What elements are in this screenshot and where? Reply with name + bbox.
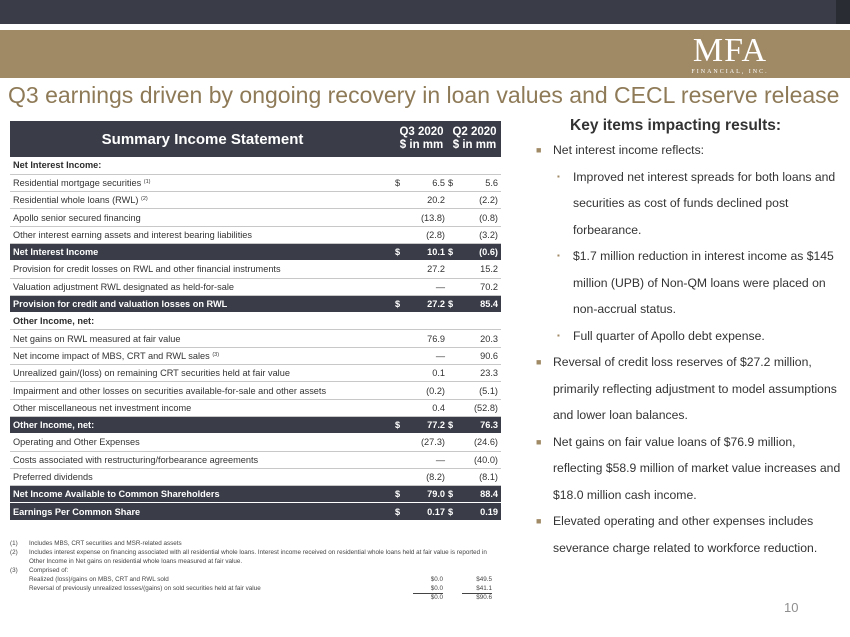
row-q2-value-text: 20.3: [480, 333, 498, 344]
footnote-3-total-v1: $0.0: [430, 594, 443, 601]
footnotes: [10, 539, 502, 602]
bullet-reserves: [536, 349, 842, 429]
row-label: [10, 486, 395, 503]
table-row: [10, 209, 501, 226]
row-label-text: Apollo senior secured financing: [13, 212, 141, 223]
row-q2-currency: [448, 330, 460, 347]
sub-bullet-nonaccrual-text: $1.7 million reduction in interest income as $145 million (UPB) of Non-QM loans were placed on non-accrual status.: [573, 249, 834, 316]
row-q2-value-text: 70.2: [480, 281, 498, 292]
row-q3-value: [407, 468, 448, 485]
row-q2-value: [460, 468, 501, 485]
row-q2-currency: [448, 278, 460, 295]
row-q3-value-text: 27.2: [427, 264, 445, 275]
footnote-3b-text: Reversal of previously unrealized losses/(gains) on sold securities held at fair value: [29, 585, 261, 592]
row-q2-currency-text: $: [448, 177, 454, 188]
row-q2-currency: [448, 451, 460, 468]
row-label-text: Net gains on RWL measured at fair value: [13, 333, 181, 344]
row-label-text: Other Income, net:: [13, 316, 95, 327]
row-label: [10, 278, 395, 295]
table-row: [10, 416, 501, 433]
row-q3-value: [407, 295, 448, 312]
row-q2-value-text: (8.1): [479, 471, 498, 482]
row-label-text: Other Income, net:: [13, 420, 95, 431]
row-q2-value: [460, 347, 501, 364]
row-q3-value: [407, 503, 448, 520]
footnote-3-num: (3): [10, 567, 18, 574]
row-label-text: Other interest earning assets and interest bearing liabilities: [13, 229, 253, 240]
logo-main: MFA: [692, 32, 768, 69]
row-q2-value-text: (24.6): [473, 437, 498, 448]
sub-bullet-apollo-text: Full quarter of Apollo debt expense.: [573, 328, 765, 343]
row-q3-value: [407, 416, 448, 433]
row-q3-value: [407, 313, 448, 330]
row-q3-currency: [395, 174, 407, 191]
footnote-3a-text: Realized (loss)/gains on MBS, CRT and RWL sold: [29, 576, 169, 583]
table-row: [10, 330, 501, 347]
row-q2-value-text: (40.0): [473, 454, 498, 465]
row-q3-value: [407, 243, 448, 260]
row-q3-value-text: 10.1: [427, 247, 445, 258]
row-label-text: Unrealized gain/(loss) on remaining CRT securities held at fair value: [13, 368, 290, 379]
footnote-2-text: Includes interest expense on financing associated with all residential whole loans. Interest income received on residential whole loans held at fair value is reported in Other Income in Net gains on residential whole loans measured at fair value.: [29, 549, 487, 565]
bullet-marker: ■: [536, 145, 542, 155]
row-q3-value-text: 6.5: [432, 177, 445, 188]
row-label: [10, 313, 395, 330]
table-row: [10, 399, 501, 416]
footnote-3b: [10, 584, 502, 593]
row-q3-currency: [395, 261, 407, 278]
sub-bullet-marker: ▪: [557, 330, 560, 340]
row-q3-value: [407, 261, 448, 278]
row-label: [10, 261, 395, 278]
row-q3-currency: [395, 192, 407, 209]
page-number: 10: [784, 600, 799, 615]
col-q3-line1: Q3 2020: [399, 126, 444, 138]
row-q2-value-text: (52.8): [473, 402, 498, 413]
row-q2-value-text: (0.8): [479, 212, 498, 223]
row-q3-value: [407, 382, 448, 399]
row-q3-value: [407, 434, 448, 451]
row-q2-currency: [448, 486, 460, 503]
row-q3-value: [407, 399, 448, 416]
footnote-3: [10, 566, 502, 575]
table-row: [10, 486, 501, 503]
sub-bullet-marker: ▪: [557, 251, 560, 260]
row-q2-value-text: 23.3: [480, 368, 498, 379]
row-q2-value: [460, 157, 501, 174]
row-q2-currency: [448, 261, 460, 278]
row-q2-value-text: 85.4: [480, 299, 498, 310]
row-q2-value: [460, 295, 501, 312]
row-q2-value: [460, 243, 501, 260]
row-q3-currency: [395, 226, 407, 243]
slide-title: Q3 earnings driven by ongoing recovery in loan values and CECL reserve release: [8, 82, 840, 108]
table-row: [10, 365, 501, 382]
footnote-1-num: (1): [10, 540, 18, 547]
row-q2-currency: [448, 157, 460, 174]
row-q3-currency: [395, 365, 407, 382]
row-q3-currency: [395, 416, 407, 433]
bullet-expenses-text: Elevated operating and other expenses includes severance charge related to workforce reduction.: [553, 514, 818, 555]
row-q2-currency: [448, 295, 460, 312]
footnote-3a-v2: $49.5: [476, 576, 492, 583]
table-row: [10, 451, 501, 468]
row-q2-currency: [448, 434, 460, 451]
footnote-3b-v1: $0.0: [413, 584, 443, 594]
row-q2-value: [460, 261, 501, 278]
row-q3-value: [407, 157, 448, 174]
sub-bullet-marker: ▪: [557, 171, 560, 181]
row-q2-currency: [448, 174, 460, 191]
row-q3-currency: [395, 434, 407, 451]
footnote-3a: [10, 575, 502, 584]
row-q3-value: [407, 209, 448, 226]
row-q2-currency: [448, 382, 460, 399]
row-q2-value: [460, 486, 501, 503]
row-label-text: Net Income Available to Common Shareholders: [13, 489, 220, 500]
footnote-2: [10, 548, 502, 566]
row-label: [10, 503, 395, 520]
row-q3-currency: [395, 347, 407, 364]
row-q3-currency: [395, 243, 407, 260]
row-q2-value-text: (5.1): [479, 385, 498, 396]
row-q3-value-text: (2.8): [426, 229, 445, 240]
row-q2-value: [460, 382, 501, 399]
row-q3-value-text: 27.2: [427, 299, 445, 310]
table-row: [10, 174, 501, 191]
row-q3-value-text: —: [435, 454, 445, 465]
row-q2-currency: [448, 209, 460, 226]
row-q2-value: [460, 330, 501, 347]
income-statement-table: [10, 121, 501, 521]
row-q3-currency-text: $: [395, 247, 401, 258]
row-q2-currency: [448, 313, 460, 330]
row-q3-currency: [395, 330, 407, 347]
row-q3-value-text: 77.2: [427, 420, 445, 431]
table-row: [10, 243, 501, 260]
row-label-text: Earnings Per Common Share: [13, 506, 141, 517]
row-label-text: Net Interest Income:: [13, 160, 102, 171]
row-q2-value: [460, 503, 501, 520]
row-q3-value-text: 0.17: [427, 506, 445, 517]
row-q3-currency-text: $: [395, 506, 401, 517]
row-footnote-ref: (2): [141, 196, 148, 203]
row-label-text: Impairment and other losses on securities available-for-sale and other assets: [13, 385, 327, 396]
row-q3-currency: [395, 451, 407, 468]
row-q3-value-text: 79.0: [427, 489, 445, 500]
row-q3-currency-text: $: [395, 489, 401, 500]
row-q3-currency: [395, 295, 407, 312]
table-row: [10, 261, 501, 278]
row-q3-value-text: (0.2): [426, 385, 445, 396]
bullet-marker: ■: [536, 436, 542, 447]
row-label: [10, 330, 395, 347]
row-q2-value-text: (2.2): [479, 195, 498, 206]
row-label-text: Other miscellaneous net investment income: [13, 402, 192, 413]
row-q2-currency: [448, 503, 460, 520]
table-row: [10, 226, 501, 243]
row-q3-currency: [395, 313, 407, 330]
row-q3-currency: [395, 278, 407, 295]
row-label: [10, 295, 395, 312]
row-label: [10, 399, 395, 416]
row-q3-value-text: 0.4: [432, 402, 445, 413]
bullet-expenses: [536, 508, 842, 561]
row-q2-value: [460, 313, 501, 330]
row-q2-currency: [448, 416, 460, 433]
row-q3-currency: [395, 157, 407, 174]
bullet-fair-value: [536, 429, 842, 509]
row-q3-currency: [395, 382, 407, 399]
row-label-text: Operating and Other Expenses: [13, 437, 140, 448]
row-q3-value-text: (27.3): [420, 437, 445, 448]
row-q2-value-text: (3.2): [479, 229, 498, 240]
row-q2-currency-text: $: [448, 420, 454, 431]
row-q3-value: [407, 486, 448, 503]
bullet-nii-text: Net interest income reflects:: [553, 143, 705, 157]
row-label-text: Provision for credit losses on RWL and other financial instruments: [13, 264, 281, 275]
footnote-3a-v1: $0.0: [430, 576, 443, 583]
row-label-text: Valuation adjustment RWL designated as held-for-sale: [13, 281, 234, 292]
col-q3-header: [395, 121, 448, 157]
bullet-marker: ■: [536, 357, 542, 367]
row-q3-currency-text: $: [395, 420, 401, 431]
key-items-list: [536, 137, 842, 561]
row-q3-value: [407, 278, 448, 295]
row-label: [10, 174, 395, 191]
footnote-2-num: (2): [10, 549, 18, 556]
row-q2-value-text: 15.2: [480, 264, 498, 275]
row-q2-currency: [448, 192, 460, 209]
row-label-text: Residential whole loans (RWL): [13, 195, 139, 206]
row-q3-value-text: (13.8): [420, 212, 445, 223]
row-label: [10, 365, 395, 382]
table-row: [10, 313, 501, 330]
row-label: [10, 157, 395, 174]
row-q3-currency: [395, 468, 407, 485]
row-q3-value: [407, 451, 448, 468]
table-row: [10, 157, 501, 174]
row-q3-value-text: 76.9: [427, 333, 445, 344]
col-q2-header: [448, 121, 501, 157]
top-band-corner: [836, 0, 850, 24]
row-q2-value: [460, 365, 501, 382]
bullet-marker: ■: [536, 516, 542, 526]
row-q3-currency: [395, 209, 407, 226]
row-q3-value-text: 20.2: [427, 195, 445, 206]
row-label: [10, 209, 395, 226]
row-q3-currency: [395, 399, 407, 416]
row-label-text: Provision for credit and valuation losses on RWL: [13, 299, 228, 310]
row-label: [10, 347, 395, 364]
row-footnote-ref: (3): [212, 351, 220, 358]
table-row: [10, 295, 501, 312]
row-label: [10, 434, 395, 451]
row-q2-currency: [448, 347, 460, 364]
row-label-text: Residential mortgage securities: [13, 177, 142, 188]
footnote-3-total-v2: $90.6: [476, 594, 492, 601]
row-footnote-ref: (1): [143, 178, 151, 185]
row-q2-currency-text: $: [448, 299, 454, 310]
row-label-text: Preferred dividends: [13, 471, 93, 482]
row-q2-value: [460, 278, 501, 295]
row-label: [10, 416, 395, 433]
row-q2-currency-text: $: [448, 489, 454, 500]
row-q2-currency: [448, 243, 460, 260]
row-label: [10, 243, 395, 260]
row-label-text: Net income impact of MBS, CRT and RWL sales: [13, 350, 210, 361]
col-q2-line1: Q2 2020: [452, 126, 497, 138]
row-q2-value-text: 90.6: [480, 350, 498, 361]
row-q2-currency-text: $: [448, 247, 454, 258]
row-q3-value: [407, 365, 448, 382]
mfa-logo: [682, 34, 778, 78]
row-label: [10, 226, 395, 243]
row-q2-currency: [448, 399, 460, 416]
row-label: [10, 382, 395, 399]
bullet-reserves-text: Reversal of credit loss reserves of $27.2 million, primarily reflecting adjustment to model assumptions and lower loan balances.: [553, 355, 837, 422]
row-q2-currency: [448, 226, 460, 243]
row-q3-value: [407, 347, 448, 364]
row-q3-value: [407, 192, 448, 209]
table-header: [10, 121, 501, 157]
footnote-3-text: Comprised of:: [29, 567, 69, 574]
footnote-3-total: [10, 593, 502, 602]
row-q2-value: [460, 416, 501, 433]
row-q2-value: [460, 209, 501, 226]
row-q2-value: [460, 192, 501, 209]
table-row: [10, 503, 501, 520]
row-q2-value-text: 5.6: [485, 177, 498, 188]
col-q2-line2: $ in mm: [452, 139, 497, 151]
col-q3-line2: $ in mm: [399, 139, 444, 151]
row-q3-currency-text: $: [395, 299, 401, 310]
row-q3-currency: [395, 503, 407, 520]
row-q2-value-text: 76.3: [480, 420, 498, 431]
row-q2-value-text: 88.4: [480, 489, 498, 500]
row-q2-value: [460, 399, 501, 416]
footnote-1-text: Includes MBS, CRT securities and MSR-related assets: [29, 540, 182, 547]
footnote-1: [10, 539, 502, 548]
row-q3-value-text: —: [435, 350, 445, 361]
row-q3-value: [407, 330, 448, 347]
table-row: [10, 382, 501, 399]
row-q3-value-text: (8.2): [426, 471, 445, 482]
row-q3-currency-text: $: [395, 177, 401, 188]
table-row: [10, 468, 501, 485]
sub-bullet-apollo: [536, 323, 842, 350]
row-q2-value: [460, 451, 501, 468]
top-band: [0, 0, 850, 24]
row-label: [10, 451, 395, 468]
row-q2-value-text: (0.6): [479, 247, 498, 258]
row-label-text: Costs associated with restructuring/forbearance agreements: [13, 454, 259, 465]
row-label-text: Net Interest Income: [13, 247, 99, 258]
table-title: Summary Income Statement: [10, 121, 395, 157]
row-label: [10, 192, 395, 209]
row-q3-value-text: —: [435, 281, 445, 292]
row-q2-currency: [448, 365, 460, 382]
row-q2-value-text: 0.19: [480, 506, 498, 517]
row-q3-currency: [395, 486, 407, 503]
row-q3-value-text: 0.1: [432, 368, 445, 379]
sub-bullet-nonaccrual: [536, 243, 842, 323]
row-q2-currency-text: $: [448, 506, 454, 517]
key-items-title: Key items impacting results:: [570, 117, 782, 134]
footnote-3b-v2: $41.1: [462, 584, 492, 594]
row-q2-value: [460, 226, 501, 243]
sub-bullet-spreads-text: Improved net interest spreads for both loans and securities as cost of funds declined post forbearance.: [573, 169, 836, 237]
logo-sub: FINANCIAL, INC.: [691, 69, 769, 75]
bullet-nii: [536, 137, 842, 164]
table-row: [10, 192, 501, 209]
table-row: [10, 434, 501, 451]
row-q2-currency: [448, 468, 460, 485]
sub-bullet-spreads: [536, 164, 842, 244]
row-q3-value: [407, 226, 448, 243]
row-q2-value: [460, 434, 501, 451]
table-row: [10, 347, 501, 364]
bullet-fair-value-text: Net gains on fair value loans of $76.9 million, reflecting $58.9 million of market value increases and $18.0 million cash income.: [553, 434, 841, 502]
row-q3-value: [407, 174, 448, 191]
row-label: [10, 468, 395, 485]
row-q2-value: [460, 174, 501, 191]
table-row: [10, 278, 501, 295]
